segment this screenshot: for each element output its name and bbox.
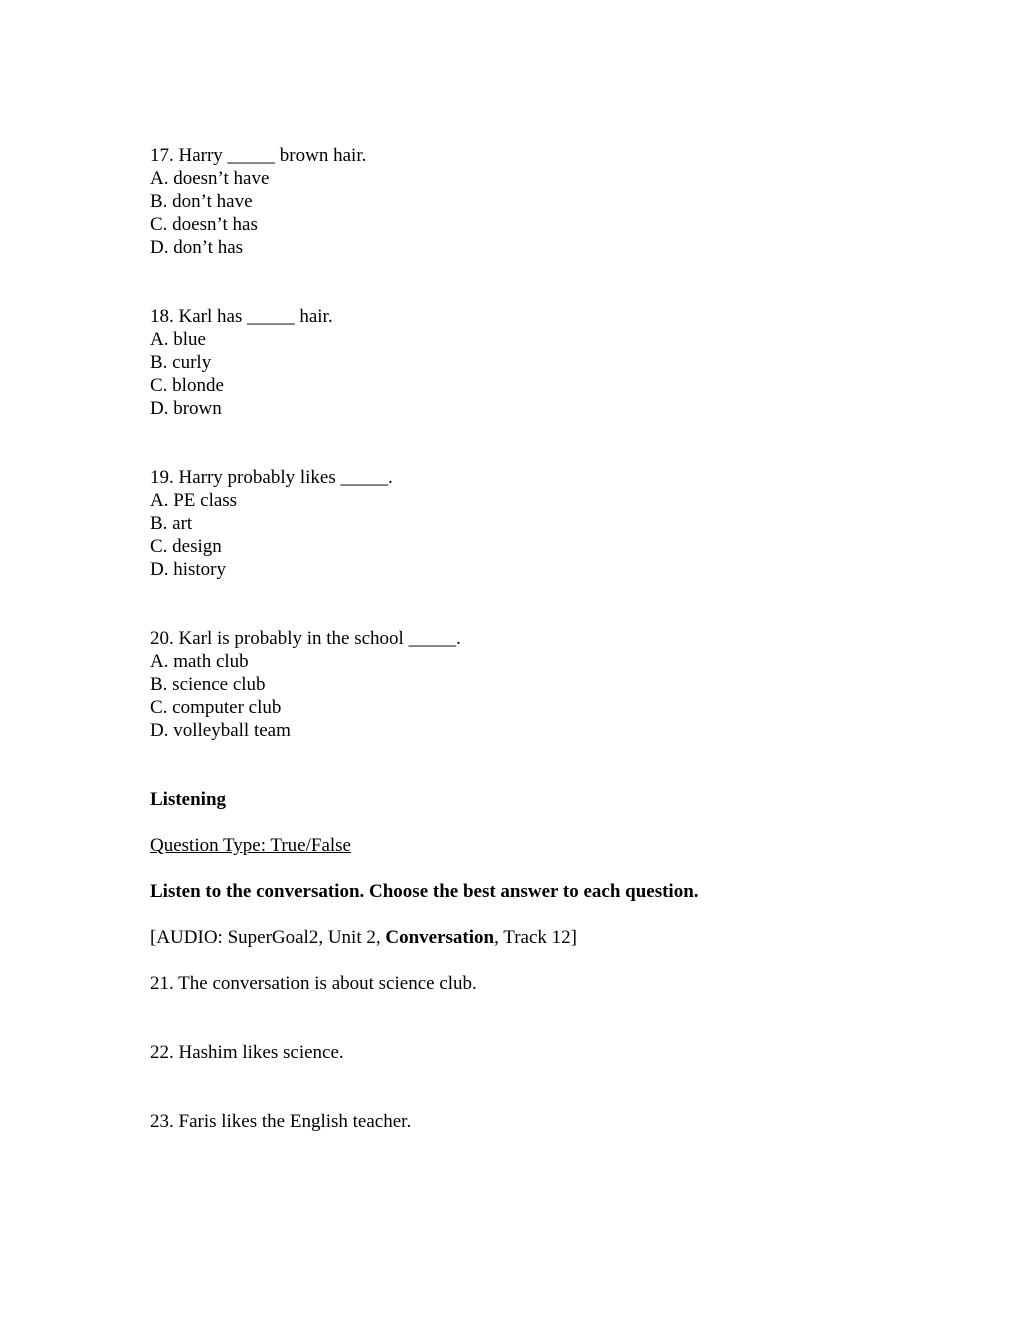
audio-reference-prefix: [AUDIO: SuperGoal2, Unit 2, — [150, 927, 386, 948]
listening-heading: Listening — [150, 789, 227, 810]
audio-reference-title: Conversation — [385, 927, 495, 948]
question-18-option-a: A. blue — [150, 329, 206, 350]
question-17-option-c: C. doesn’t has — [150, 214, 258, 235]
question-19-stem: 19. Harry probably likes _____. — [150, 467, 393, 488]
question-19-option-d: D. history — [150, 559, 226, 580]
statement-23: 23. Faris likes the English teacher. — [150, 1111, 412, 1132]
question-18-option-d: D. brown — [150, 398, 222, 419]
question-18-option-c: C. blonde — [150, 375, 224, 396]
question-20-option-d: D. volleyball team — [150, 720, 291, 741]
question-17-option-d: D. don’t has — [150, 237, 244, 258]
question-17-option-a: A. doesn’t have — [150, 168, 270, 189]
question-19-option-c: C. design — [150, 536, 222, 557]
question-18-stem: 18. Karl has _____ hair. — [150, 306, 333, 327]
question-19-option-b: B. art — [150, 513, 193, 534]
question-20-stem: 20. Karl is probably in the school _____. — [150, 628, 461, 649]
question-17-option-b: B. don’t have — [150, 191, 253, 212]
audio-reference-suffix: , Track 12] — [494, 927, 577, 948]
question-19-option-a: A. PE class — [150, 490, 238, 511]
question-type-label: Question Type: True/False — [150, 835, 351, 856]
statement-22: 22. Hashim likes science. — [150, 1042, 344, 1063]
question-17-stem: 17. Harry _____ brown hair. — [150, 145, 367, 166]
statement-21: 21. The conversation is about science club. — [150, 973, 477, 994]
audio-reference — [150, 926, 577, 949]
question-20-option-a: A. math club — [150, 651, 249, 672]
listening-instruction: Listen to the conversation. Choose the best answer to each question. — [150, 881, 699, 902]
question-18-option-b: B. curly — [150, 352, 212, 373]
question-20-option-c: C. computer club — [150, 697, 282, 718]
question-20-option-b: B. science club — [150, 674, 266, 695]
